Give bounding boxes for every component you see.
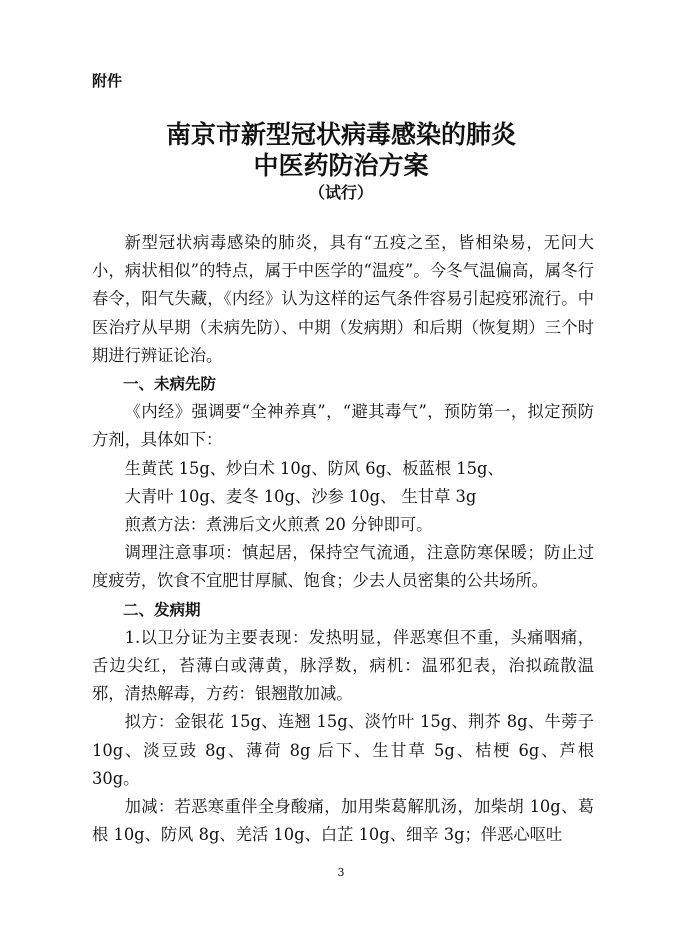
section-heading-onset: 二、发病期 (123, 600, 201, 619)
care-notes: 调理注意事项：慎起居，保持空气流通，注意防寒保暖；防止过度疲劳，饮食不宜肥甘厚腻、饱食；少去人员密集的公共场所。 (92, 543, 594, 591)
intro-paragraph: 新型冠状病毒感染的肺炎，具有“五疫之至，皆相染易，无问大小，病状相似”的特点，属于中医学的“温疫”。今冬气温偏高，属冬行春令，阳气失藏，《内经》认为这样的运气条件容易引起疫邪流行。中医治疗从早期（未病先防）、中期（发病期）和后期（恢复期）三个时期进行辨证论治。 (92, 233, 594, 365)
section-heading-prevention: 一、未病先防 (123, 375, 217, 394)
prescription-paragraph: 拟方：金银花 15g、连翘 15g、淡竹叶 15g、荆芥 8g、牛蒡子 10g、淡豆豉 8g、薄荷 8g 后下、生甘草 5g、桔梗 6g、芦根 30g。 (92, 712, 594, 788)
document-title-line-2: 中医药防治方案 (253, 151, 429, 180)
onset-paragraph-1: 1.以卫分证为主要表现：发热明显，伴恶寒但不重，头痛咽痛，舌边尖红，苔薄白或薄黄，脉浮数，病机：温邪犯表，治拟疏散温邪，清热解毒，方药：银翘散加减。 (92, 627, 594, 704)
document-subtitle: （试行） (308, 183, 373, 202)
attachment-label: 附件 (92, 72, 123, 90)
page-number: 3 (337, 866, 345, 879)
document-title-line-1: 南京市新型冠状病毒感染的肺炎 (165, 120, 516, 149)
modification-paragraph: 加减：若恶寒重伴全身酸痛，加用柴葛解肌汤，加柴胡 10g、葛根 10g、防风 8g、羌活 10g、白芷 10g、细辛 3g；伴恶心呕吐 (92, 797, 594, 845)
decoction-method: 煎煮方法：煮沸后文火煎煮 20 分钟即可。 (124, 515, 433, 535)
prescription-line-1: 生黄芪 15g、炒白术 10g、防风 6g、板蓝根 15g、 (124, 458, 504, 478)
document-body (92, 229, 594, 849)
prevention-paragraph: 《内经》强调要“全神养真”，“避其毒气”，预防第一，拟定预防方剂，具体如下： (92, 402, 594, 450)
prescription-line-2: 大青叶 10g、麦冬 10g、沙参 10g、 生甘草 3g (124, 486, 477, 506)
